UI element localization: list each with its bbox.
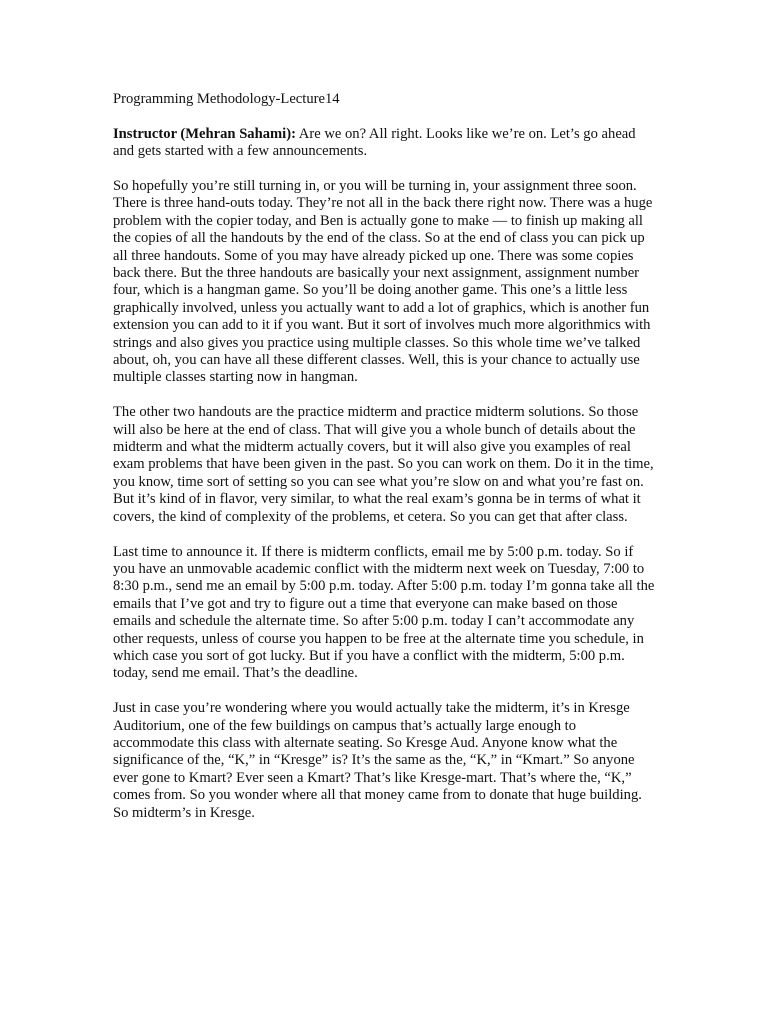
speaker-label: Instructor (Mehran Sahami): [113,125,296,142]
paragraph-3: Last time to announce it. If there is midterm conflicts, email me by 5:00 p.m. today. So if you have an unmovable academic conflict with the midterm next week on Tuesday, 7:00 to 8:30 p.m., send me an email by 5:00 p.m. today. After 5:00 p.m. today I’m gonna take all the emails that I’ve got and try to figure out a time that everyone can make based on those emails and schedule the alternate time. So after 5:00 p.m. today I can’t accommodate any other requests, unless of course you happen to be free at the alternate time you schedule, in which case you sort of got lucky. But if you have a conflict with the midterm, 5:00 p.m. today, send me email. That’s the deadline. [113,543,655,682]
paragraph-1: So hopefully you’re still turning in, or you will be turning in, your assignment three soon. There is three hand-outs today. They’re not all in the back there right now. There was a huge problem with the copier today, and Ben is actually gone to make — to finish up making all the copies of all the handouts by the end of the class. So at the end of class you can pick up all three handouts. Some of you may have already picked up one. There was some copies back there. But the three handouts are basically your next assignment, assignment number four, which is a hangman game. So you’ll be doing another game. This one’s a little less graphically involved, unless you actually want to add a lot of graphics, which is another fun extension you can add to it if you want. But it sort of involves much more algorithmics with strings and also gives you practice using multiple classes. So this whole time we’ve talked about, oh, you can have all these different classes. Well, this is your chance to actually use multiple classes starting now in hangman. [113,178,653,386]
paragraph-2: The other two handouts are the practice midterm and practice midterm solutions. So those will also be here at the end of class. That will give you a whole bunch of details about the midterm and what the midterm actually covers, but it will also give you examples of real exam problems that have been given in the past. So you can work on them. Do it in the time, you know, time sort of setting so you can see what you’re slow on and what you’re fast on. But it’s kind of in flavor, very similar, to what the real exam’s gonna be in terms of what it covers, the kind of complexity of the problems, et cetera. So you can get that after class. [113,404,654,525]
opening-text: Are we on? All right. Looks like we’re on. Let’s go ahead and gets started with a few announcements. [113,125,636,160]
document-title: Programming Methodology-Lecture14 [113,91,340,107]
paragraph-4: Just in case you’re wondering where you would actually take the midterm, it’s in Kresge Auditorium, one of the few buildings on campus that’s actually large enough to accommodate this class with alternate seating. So Kresge Aud. Anyone know what the significance of the, “K,” in “Kresge” is? It’s the same as the, “K,” in “Kmart.” So anyone ever gone to Kmart? Ever seen a Kmart? That’s like Kresge-mart. That’s where the, “K,” comes from. So you wonder where all that money came from to donate that huge building. So midterm’s in Kresge. [113,700,642,821]
document-page [113,91,658,839]
opening-paragraph [113,126,658,161]
